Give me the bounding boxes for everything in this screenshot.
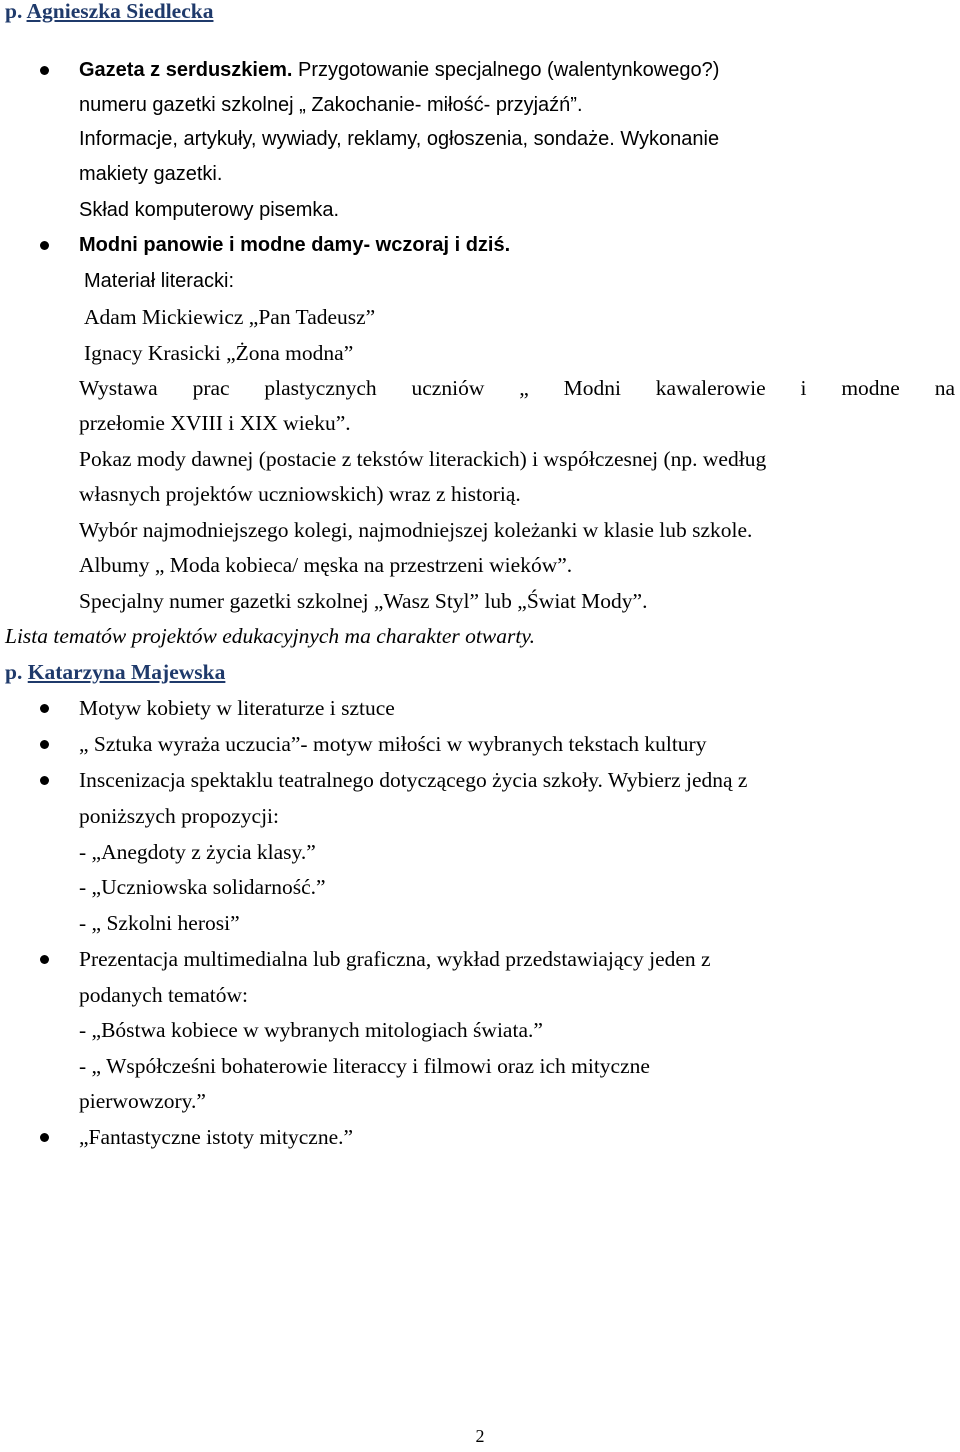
proposal-line: - „Uczniowska solidarność.” [79, 875, 326, 899]
continuation-line: makiety gazetki. [79, 163, 223, 185]
item-bold-title: Gazeta z serduszkiem. [79, 59, 293, 81]
bullet-icon [40, 704, 49, 713]
paragraph-line: Pokaz mody dawnej (postacie z tekstów literackich) i współczesnej (np. według [79, 447, 767, 471]
proposal-line: - „Anegdoty z życia klasy.” [79, 840, 316, 864]
bullet-icon [40, 66, 49, 75]
paragraph-line: Wybór najmodniejszego kolegi, najmodniejszej koleżanki w klasie lub szkole. [79, 518, 753, 542]
list-item: „ Sztuka wyraża uczucia”- motyw miłości w wybranych tekstach kultury [79, 732, 707, 756]
continuation-line: poniższych propozycji: [79, 804, 280, 828]
open-list-note: Lista tematów projektów edukacyjnych ma charakter otwarty. [5, 624, 536, 648]
continuation-line: Informacje, artykuły, wywiady, reklamy, ogłoszenia, sondaże. Wykonanie [79, 128, 720, 150]
list-item: „Fantastyczne istoty mityczne.” [79, 1125, 354, 1149]
bullet-icon [40, 955, 49, 964]
list-item: Motyw kobiety w literaturze i sztuce [79, 696, 395, 720]
list-item-modni-panowie: Modni panowie i modne damy- wczoraj i dziś. [79, 234, 511, 256]
bullet-icon [40, 740, 49, 749]
heading-name: Katarzyna Majewska [27, 660, 226, 684]
section-heading-siedlecka [5, 0, 213, 29]
heading-prefix: p. [5, 660, 28, 684]
list-item-gazeta [79, 53, 719, 88]
material-label: Materiał literacki: [84, 270, 235, 292]
bullet-icon [40, 1133, 49, 1142]
literary-work: Adam Mickiewicz „Pan Tadeusz” [84, 305, 376, 329]
topic-line: - „Bóstwa kobiece w wybranych mitologiach świata.” [79, 1018, 543, 1042]
list-item: Inscenizacja spektaklu teatralnego dotyczącego życia szkoły. Wybierz jedną z [79, 768, 748, 792]
bullet-icon [40, 776, 49, 785]
heading-prefix: p. [5, 0, 27, 23]
paragraph-line: Specjalny numer gazetki szkolnej „Wasz Styl” lub „Świat Mody”. [79, 589, 648, 613]
section-heading-majewska [5, 655, 225, 690]
proposal-line: - „ Szkolni herosi” [79, 911, 240, 935]
continuation-line: Skład komputerowy pisemka. [79, 199, 340, 221]
page-number: 2 [475, 1426, 485, 1446]
topic-line: pierwowzory.” [79, 1089, 206, 1113]
continuation-line: numeru gazetki szkolnej „ Zakochanie- miłość- przyjaźń”. [79, 94, 583, 116]
paragraph-line: Albumy „ Moda kobieca/ męska na przestrzeni wieków”. [79, 553, 573, 577]
paragraph-line: Wystawa prac plastycznych uczniów „ Modni kawalerowie i modne na [79, 376, 955, 400]
heading-name: Agnieszka Siedlecka [26, 0, 214, 23]
paragraph-line: własnych projektów uczniowskich) wraz z historią. [79, 482, 521, 506]
bullet-icon [40, 241, 49, 250]
list-item: Prezentacja multimedialna lub graficzna, wykład przedstawiający jeden z [79, 947, 711, 971]
literary-work: Ignacy Krasicki „Żona modna” [84, 341, 354, 365]
topic-line: - „ Współcześni bohaterowie literaccy i filmowi oraz ich mityczne [79, 1054, 650, 1078]
item-rest: Przygotowanie specjalnego (walentynkowego?) [292, 59, 720, 81]
continuation-line: podanych tematów: [79, 983, 248, 1007]
paragraph-line: przełomie XVIII i XIX wieku”. [79, 411, 351, 435]
